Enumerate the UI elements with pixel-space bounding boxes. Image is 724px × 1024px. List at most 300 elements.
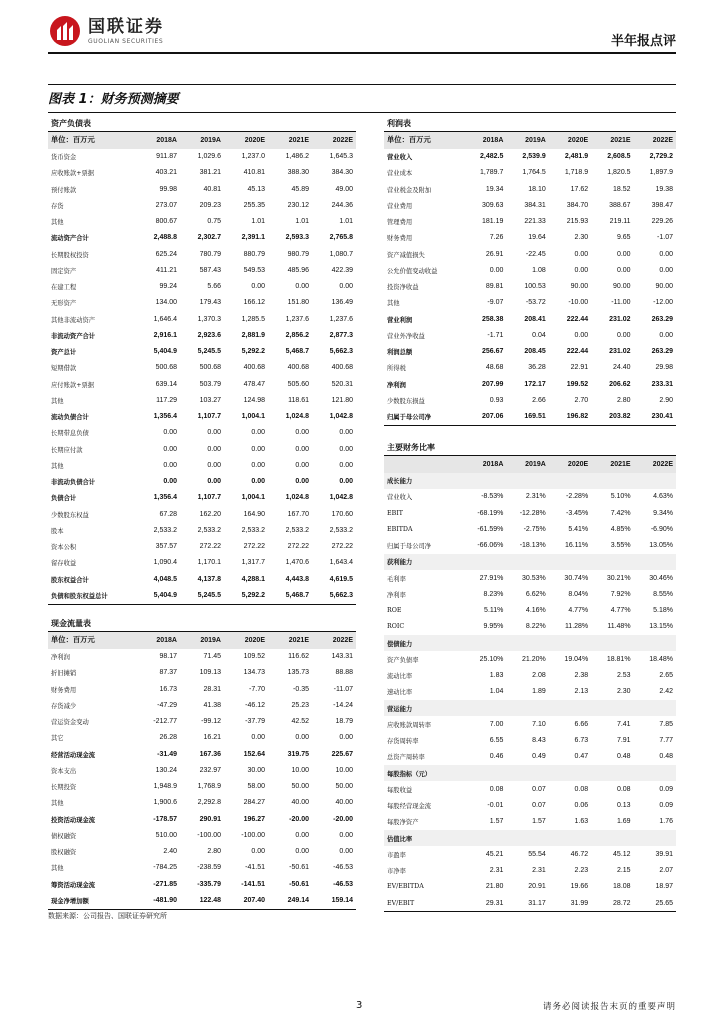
cell-value: 422.39 [331,266,353,274]
table-row [384,814,676,830]
cell-value: 30.53% [522,574,546,582]
cell-value: -3.45% [565,509,589,517]
cell-value: 1.08 [532,266,546,274]
cell-value: -18.13% [519,542,546,550]
cell-value: 272.22 [243,543,265,551]
cell-value: 2,916.1 [153,331,177,339]
row-label: 净利润 [51,654,70,662]
column-header: 2020E [224,632,268,649]
cell-value: -271.85 [153,880,177,888]
cell-value: 9.34% [653,509,673,517]
column-header: 2022E [312,632,356,649]
cell-value: -46.12 [245,701,265,709]
table-row [48,425,356,441]
cell-value [591,830,633,846]
data-source-note: 数据来源：公司报告、国联证券研究所 [48,912,167,920]
row-label: 财务费用 [387,235,413,243]
cell-value: -212.77 [153,718,177,726]
cell-value [506,554,548,570]
cell-value: -12.28% [519,509,546,517]
cell-value: 0.00 [574,266,589,274]
cell-value: 500.68 [155,364,177,372]
row-label: 营业收入 [387,494,413,502]
table-row [384,295,676,311]
row-label: 每股经营现金流 [387,803,432,811]
cell-value: 116.62 [288,653,309,661]
cell-value: 4.63% [653,493,673,501]
cell-value: 208.45 [524,348,546,356]
cell-value: 911.87 [156,153,177,161]
cell-value: 384.70 [566,201,589,209]
table-row [48,441,356,457]
cell-value: 2,481.9 [564,153,589,161]
cell-value: 1,646.4 [153,315,177,323]
row-label: 营业税金及附加 [387,186,432,194]
row-label: 长期投资 [51,784,77,792]
cell-value: 41.38 [203,701,221,709]
row-label: 每股指标（元） [384,765,464,781]
row-label: EV/EBITDA [387,883,424,891]
cell-value: 2.23 [574,867,589,875]
table-row [48,587,356,604]
cell-value: -46.53 [333,864,353,872]
cell-value: 1,356.4 [153,413,177,421]
section-row [384,635,676,651]
cell-value: 19.66 [570,883,589,891]
table-row [48,165,356,181]
cell-value: 55.54 [528,850,546,858]
cell-value: -1.71 [487,331,504,339]
cell-value [549,830,591,846]
cell-value: 98.17 [159,653,177,661]
table-row [384,668,676,684]
cell-value: 46.72 [570,850,589,858]
cell-value: 90.00 [570,283,589,291]
table-row [48,376,356,392]
cell-value: 11.48% [607,623,631,631]
cell-value: 2.13 [574,688,589,696]
cell-value: 780.79 [199,250,221,258]
cell-value: 124.98 [243,396,265,404]
row-label: 营业费用 [387,202,413,210]
cell-value: 0.00 [207,478,221,486]
row-label: 负债和股东权益总计 [48,587,136,604]
cell-value: 5.18% [653,607,673,615]
table-row [48,665,356,681]
table-row [48,795,356,811]
cell-value: 9.95% [483,623,504,631]
cell-value: 2,533.2 [241,526,265,534]
table-row [48,876,356,892]
cell-value: 880.79 [243,250,265,258]
cell-value: 319.75 [287,750,309,758]
cell-value: 505.60 [287,380,309,388]
table-row [48,295,356,311]
row-label: 投资净收益 [387,284,419,292]
row-label: 每股收益 [387,786,413,794]
cell-value: 5.66 [207,283,221,291]
row-label: 资产总计 [51,349,77,357]
table-row [384,489,676,505]
cell-value: 99.24 [159,283,177,291]
cell-value: 4.77% [610,607,631,615]
cell-value: 24.40 [613,364,631,372]
row-label: 流动比率 [387,673,413,681]
cell-value: -7.70 [249,685,265,693]
cell-value: 0.00 [251,461,265,469]
income-statement-table [384,115,676,426]
cell-value: 222.44 [566,315,589,323]
cell-value: 2,856.2 [285,331,309,339]
row-label: 其他非流动资产 [51,316,96,324]
cell-value: 0.00 [207,461,221,469]
cell-value: 1,820.5 [607,169,631,177]
table-row [48,181,356,197]
cell-value: 0.00 [659,331,673,339]
logo-chinese-name: 国联证券 [88,16,164,37]
cell-value: -61.59% [477,525,504,533]
cell-value: 31.17 [506,895,548,912]
cell-value: 2.80 [616,396,631,404]
cell-value: 0.09 [659,785,673,793]
cell-value: 2,533.2 [197,526,221,534]
cell-value: 21.80 [485,883,504,891]
cell-value: 5,404.9 [153,348,177,356]
cell-value: 8.43 [532,737,546,745]
cell-value: 2.30 [616,688,631,696]
row-label: 在建工程 [51,284,77,292]
column-header: 2018A [136,632,180,649]
cell-value: 50.00 [291,783,309,791]
cell-value [464,765,506,781]
cell-value [634,554,676,570]
row-label: 毛利率 [387,575,406,583]
cell-value: 1.01 [339,218,353,226]
cell-value: -11.07 [333,685,353,693]
row-label: 负债合计 [51,495,77,503]
cell-value: 42.52 [291,718,309,726]
cell-value: 1,237.6 [329,315,353,323]
cell-value: 2.90 [659,396,673,404]
cell-value: 27.91% [479,574,504,582]
row-label: 债权融资 [51,832,77,840]
cell-value: 18.81% [606,655,631,663]
table-row [48,649,356,665]
column-header: 2021E [268,132,312,149]
cell-value: 222.44 [566,348,589,356]
row-label: 市净率 [387,868,406,876]
cell-value: 388.30 [287,169,309,177]
row-label: 留存收益 [51,560,77,568]
table-row [384,262,676,278]
table-row [384,586,676,602]
cell-value: -8.53% [481,493,504,501]
cell-value: 1.57 [489,818,504,826]
cell-value: 1,024.8 [285,413,309,421]
table-row [384,619,676,635]
cell-value: -66.06% [477,542,504,550]
cell-value: 0.00 [339,429,353,437]
cell-value: 1.83 [489,672,504,680]
row-label: 应收账款+票据 [51,170,95,178]
table-row [384,684,676,700]
cell-value: 30.00 [247,766,265,774]
cell-value: 2,593.3 [285,234,309,242]
cell-value [549,700,591,716]
cell-value: 7.77 [659,737,673,745]
cell-value: 5,468.7 [268,587,312,604]
cell-value [464,700,506,716]
cell-value: -46.53 [333,880,353,888]
cell-value: 231.02 [609,315,631,323]
report-type: 半年报点评 [610,34,676,49]
cell-value: 1,643.4 [329,559,353,567]
cell-value: -0.01 [487,802,504,810]
section-row [384,765,676,781]
row-label: 投资活动现金流 [51,816,96,824]
table-header-row [384,456,676,473]
cell-value: 3.55% [610,542,631,550]
column-header: 2021E [591,132,633,149]
cell-value: 1.01 [295,218,309,226]
cell-value: 5,662.3 [329,348,353,356]
cell-value: 1,107.7 [197,494,221,502]
cell-value: 2.70 [574,396,589,404]
column-header: 2021E [268,632,312,649]
cell-value: 19.38 [655,185,673,193]
cell-value: 1,080.7 [329,250,353,258]
table-header-row [48,132,356,149]
row-label: 净利润 [387,381,406,389]
cell-value: 7.00 [489,720,504,728]
row-label: 偿债能力 [384,635,464,651]
cell-value [634,700,676,716]
cell-value: -50.61 [289,880,309,888]
cell-value: 169.51 [506,409,548,426]
row-label: 总资产周转率 [387,754,425,762]
cell-value [591,635,633,651]
cell-value: 40.00 [291,799,309,807]
cell-value: 1,029.6 [197,153,221,161]
cell-value: -99.12 [201,718,221,726]
cell-value: 48.68 [485,364,504,372]
table-row [384,651,676,667]
cell-value: 36.28 [528,364,546,372]
row-label: 归属于母公司净 [387,543,432,551]
table-row [384,505,676,521]
table-row [48,571,356,587]
cell-value: -31.49 [157,750,177,758]
cell-value: -0.35 [293,685,309,693]
cell-value: 510.00 [155,831,177,839]
cell-value: -12.00 [653,299,673,307]
cell-value: 0.00 [616,266,631,274]
cell-value: 384.30 [331,169,353,177]
cell-value: 503.79 [199,380,221,388]
cell-value [591,765,633,781]
cell-value: 99.98 [159,185,177,193]
cash-flow-table [48,615,356,910]
cell-value [634,635,676,651]
cell-value: 5,404.9 [136,587,180,604]
cell-value: 4,619.5 [329,575,353,583]
row-label: 短期借款 [51,365,77,373]
cell-value: 485.96 [287,266,309,274]
row-label: EV/EBIT [384,895,464,912]
cell-value: 1,370.3 [197,315,221,323]
cell-value [549,635,591,651]
cell-value: 31.99 [549,895,591,912]
cell-value: 17.62 [570,185,589,193]
cell-value: 159.14 [312,892,356,909]
cell-value: 258.38 [481,315,504,323]
cell-value: 221.33 [524,218,546,226]
cell-value: 1,004.1 [241,494,265,502]
cell-value: 8.23% [483,590,504,598]
cell-value: 7.85 [659,720,673,728]
table-row [384,327,676,343]
cell-value: 30.46% [649,574,673,582]
cell-value: 45.12 [613,850,631,858]
row-label: 股本 [51,527,64,535]
row-label: 流动负债合计 [51,414,89,422]
cell-value: 1,285.5 [241,315,265,323]
table-row [48,327,356,343]
cell-value [506,830,548,846]
row-label: 存货减少 [51,702,77,710]
cell-value: -47.29 [157,701,177,709]
cell-value: 135.73 [287,669,309,677]
section-row [384,700,676,716]
section-row [384,473,676,489]
cell-value: 244.36 [331,201,353,209]
cell-value: 28.72 [591,895,633,912]
cell-value: 2.53 [616,672,631,680]
row-label: ROE [387,607,402,615]
cell-value: 18.48% [649,655,673,663]
cell-value: 18.08 [613,883,631,891]
cell-value: 209.23 [199,201,221,209]
row-label: 资产负债率 [387,656,419,664]
row-label: 估值比率 [384,830,464,846]
cell-value: 5,468.7 [285,348,309,356]
cell-value: 167.36 [199,750,221,758]
cell-value: 29.98 [655,364,673,372]
cell-value: -53.72 [525,299,546,307]
cell-value: 5.41% [568,525,589,533]
cell-value: -50.61 [289,864,309,872]
table-row [384,846,676,862]
table-row [48,262,356,278]
cell-value: 67.28 [159,510,177,518]
table-row [384,603,676,619]
table-row [384,521,676,537]
table-row [384,311,676,327]
cell-value: 0.04 [532,331,546,339]
cell-value: 89.81 [485,283,504,291]
cell-value: 5,292.2 [224,587,268,604]
cell-value: 0.00 [616,331,631,339]
cell-value: 249.14 [268,892,312,909]
disclaimer-note: 请务必阅读报告末页的重要声明 [542,1002,676,1012]
cell-value: 4,443.8 [285,575,309,583]
cell-value: 0.08 [489,785,504,793]
cell-value: 0.00 [659,250,673,258]
table-row [384,392,676,408]
cell-value: 230.12 [287,201,309,209]
table-row [48,457,356,473]
figure-title: 图表 1：财务预测摘要 [48,88,676,113]
column-header: 2021E [591,456,633,473]
cell-value: 2.31 [532,867,546,875]
row-label: 资产减值损失 [387,251,425,259]
table-row [384,181,676,197]
table-row [384,279,676,295]
cell-value: 28.31 [203,685,221,693]
table-row [384,197,676,213]
cell-value: 0.00 [207,429,221,437]
cell-value: 0.00 [339,283,353,291]
cell-value: -41.51 [245,864,265,872]
cell-value: 272.22 [287,543,309,551]
row-label: 资本支出 [51,767,77,775]
cell-value: 0.00 [163,445,177,453]
cell-value: 1,024.8 [285,494,309,502]
row-label: 营业收入 [387,154,413,162]
cell-value: 179.43 [199,299,221,307]
section-row [384,554,676,570]
cell-value: 134.73 [243,669,265,677]
cell-value: 0.00 [251,848,265,856]
cell-value: 403.21 [155,169,177,177]
cell-value: 0.48 [616,753,631,761]
cell-value: 167.70 [287,510,309,518]
column-header: 2020E [549,132,591,149]
cell-value: 0.00 [295,283,309,291]
cell-value: 45.21 [485,850,504,858]
row-label: 市盈率 [387,851,406,859]
cell-value: 26.91 [485,250,504,258]
cell-value: 500.68 [199,364,221,372]
cell-value [591,473,633,489]
table-row [48,779,356,795]
table-title-row [48,615,356,632]
cell-value: 2.08 [532,672,546,680]
cell-value [591,700,633,716]
cell-value: 88.88 [335,669,353,677]
cell-value: 232.97 [199,766,221,774]
cell-value: 164.90 [243,510,265,518]
cell-value: 400.68 [331,364,353,372]
cell-value: 5.10% [610,493,631,501]
cell-value: 2,482.5 [480,153,504,161]
cell-value: 2.15 [616,867,631,875]
cell-value: 284.27 [243,799,265,807]
cell-value: 357.57 [155,543,177,551]
table-row [384,246,676,262]
cell-value [464,635,506,651]
row-label: 其他 [387,300,400,308]
cell-value: 10.00 [335,766,353,774]
cell-value: 0.00 [574,250,589,258]
cell-value: 0.00 [339,848,353,856]
table-row [48,860,356,876]
cell-value: 10.00 [291,766,309,774]
cell-value: 0.00 [295,461,309,469]
cell-value: 90.00 [613,283,631,291]
cell-value: 0.47 [574,753,589,761]
cell-value: 0.00 [163,429,177,437]
